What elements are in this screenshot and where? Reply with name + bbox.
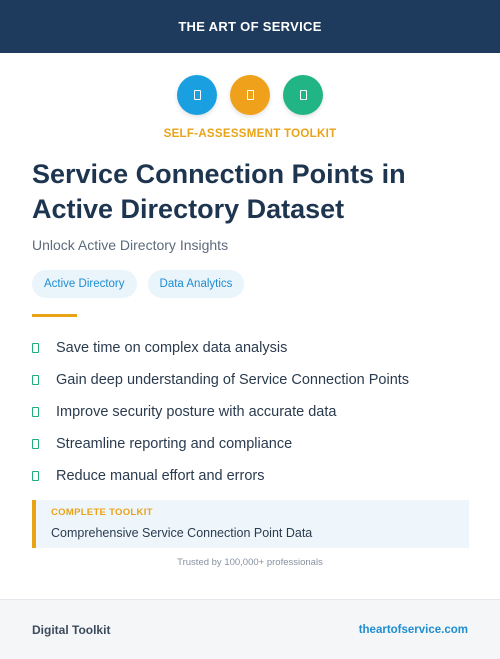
page-title: Service Connection Points in Active Directory Dataset xyxy=(32,159,406,224)
callout-text: Comprehensive Service Connection Point Data xyxy=(51,526,313,540)
tag-data-analytics: Data Analytics xyxy=(148,270,245,298)
feature-text: Save time on complex data analysis xyxy=(56,340,288,356)
feature-list xyxy=(32,332,472,492)
check-icon xyxy=(32,407,39,417)
feature-item xyxy=(32,460,472,492)
footer-label: Digital Toolkit xyxy=(32,622,111,637)
feature-text: Reduce manual effort and errors xyxy=(56,468,265,484)
document-icon-blue xyxy=(177,75,217,115)
check-icon xyxy=(32,375,39,385)
feature-item xyxy=(32,396,472,428)
eyebrow-label: SELF-ASSESSMENT TOOLKIT xyxy=(163,128,337,140)
feature-text: Gain deep understanding of Service Connection Points xyxy=(56,372,410,388)
website-link[interactable]: theartofservice.com xyxy=(358,623,468,636)
document-icon xyxy=(247,90,254,100)
document-icon-green xyxy=(283,75,323,115)
feature-item xyxy=(32,364,472,396)
top-banner xyxy=(0,0,500,53)
brand-name: THE ART OF SERVICE xyxy=(178,19,322,34)
check-icon xyxy=(32,471,39,481)
document-icon xyxy=(194,90,201,100)
feature-text: Improve security posture with accurate data xyxy=(56,404,337,420)
callout-label: COMPLETE TOOLKIT xyxy=(51,507,153,518)
check-icon xyxy=(32,439,39,449)
feature-item xyxy=(32,332,472,364)
check-icon xyxy=(32,343,39,353)
feature-item xyxy=(32,428,472,460)
tag-active-directory: Active Directory xyxy=(32,270,137,298)
tag-list xyxy=(32,270,244,298)
document-icon-orange xyxy=(230,75,270,115)
accent-divider xyxy=(32,314,77,317)
toolkit-callout xyxy=(32,500,469,548)
footer xyxy=(0,599,500,659)
page-subtitle: Unlock Active Directory Insights xyxy=(32,237,229,253)
icon-row xyxy=(0,75,500,115)
trust-line: Trusted by 100,000+ professionals xyxy=(177,557,323,568)
feature-text: Streamline reporting and compliance xyxy=(56,436,293,452)
document-icon xyxy=(300,90,307,100)
